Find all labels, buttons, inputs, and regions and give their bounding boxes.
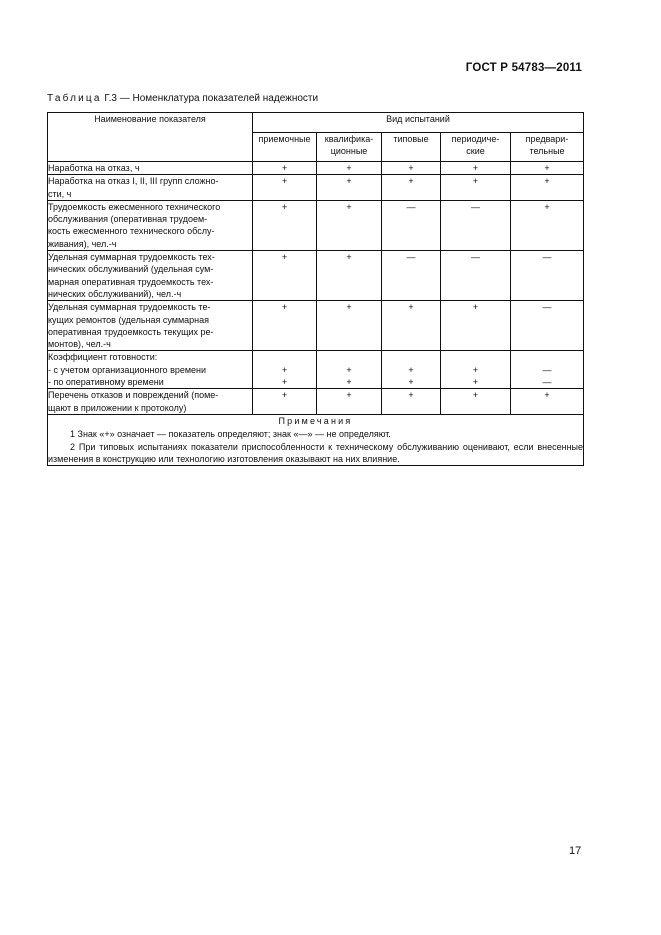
indicator-name-cell: [48, 162, 253, 175]
indicator-name-line: Наработка на отказ I, II, III групп сложно-: [48, 176, 219, 187]
column-header-test-type: периодиче- ские: [441, 133, 511, 162]
indicator-name-line: оперативная трудоемкость текущих ре-: [48, 326, 214, 337]
applicability-mark-cell: [253, 200, 317, 250]
notes-block: [48, 414, 584, 465]
applicability-mark-cell: [382, 175, 441, 201]
indicator-name-line: Трудоемкость ежесменного технического: [48, 201, 221, 212]
applicability-mark: +: [544, 390, 550, 401]
applicability-mark: +: [281, 163, 288, 173]
applicability-mark-cell: [441, 175, 511, 201]
applicability-mark-cell: [382, 200, 441, 250]
indicator-name-line: - по оперативному времени: [48, 377, 164, 388]
applicability-mark-cell: [317, 389, 382, 415]
indicator-name-line: Удельная суммарная трудоемкость те-: [48, 302, 211, 313]
applicability-mark: +: [472, 176, 479, 187]
indicator-name-line: нических обслуживаний (удельная сум-: [48, 264, 214, 275]
table-row: [48, 251, 584, 301]
applicability-mark-cell: [511, 351, 584, 389]
applicability-mark: —: [471, 201, 480, 212]
applicability-mark: +: [472, 377, 479, 388]
applicability-mark-cell: [511, 162, 584, 175]
column-header-test-type: типовые: [382, 133, 441, 162]
table-row: [48, 301, 584, 351]
indicator-name-line: нических обслуживаний), чел.-ч: [48, 288, 182, 299]
caption-word: Таблица: [47, 93, 102, 104]
indicator-name-line: кость ежесменного технического обслу-: [48, 226, 215, 237]
indicator-name-cell: [48, 301, 253, 351]
applicability-mark-cell: [317, 301, 382, 351]
indicator-name-cell: [48, 389, 253, 415]
indicator-name-line: Удельная суммарная трудоемкость тех-: [48, 252, 215, 263]
applicability-mark-cell: [382, 251, 441, 301]
applicability-mark: +: [281, 377, 288, 388]
applicability-mark: +: [346, 377, 352, 388]
applicability-mark-cell: [317, 200, 382, 250]
column-header-test-type: приемочные: [253, 133, 317, 162]
indicator-name-line: марная оперативная трудоемкость тех-: [48, 276, 214, 287]
applicability-mark-cell: [511, 251, 584, 301]
applicability-mark: —: [471, 252, 480, 263]
applicability-mark: +: [346, 252, 352, 263]
note-2: 2 При типовых испытаниях показатели приспособленности к техническому обслуживанию оценивают, если внесенные изменения в конструкцию или технологию изготовления оказывают на них влияние.: [48, 441, 584, 464]
applicability-mark-cell: [441, 389, 511, 415]
column-group-header-test-type: Вид испытаний: [253, 113, 584, 133]
note-1: 1 Знак «+» означает — показатель определяют; знак «—» — не определяют.: [70, 429, 391, 440]
indicator-name-line: Коэффициент готовности:: [48, 352, 158, 363]
applicability-mark-cell: [511, 175, 584, 201]
applicability-mark: [511, 351, 583, 363]
applicability-mark-cell: [511, 200, 584, 250]
applicability-mark: +: [281, 252, 288, 263]
applicability-mark-cell: [382, 389, 441, 415]
applicability-mark-cell: [382, 301, 441, 351]
indicator-name-line: кущих ремонтов (удельная суммарная: [48, 314, 210, 325]
indicator-name-line: - с учетом организационного времени: [48, 364, 207, 375]
applicability-mark: +: [408, 390, 414, 401]
applicability-mark: +: [408, 176, 414, 187]
table-row: [48, 175, 584, 201]
applicability-mark-cell: [253, 301, 317, 351]
applicability-mark: +: [472, 364, 479, 375]
applicability-mark: —: [406, 252, 416, 263]
applicability-mark: +: [346, 364, 352, 375]
table-row: [48, 200, 584, 250]
indicator-name-line: сти, ч: [48, 188, 72, 199]
column-header-indicator-name: Наименование показателя: [48, 113, 253, 162]
applicability-mark-cell: [317, 162, 382, 175]
applicability-mark-cell: [382, 351, 441, 389]
reliability-indicators-table: [47, 112, 584, 466]
applicability-mark: +: [281, 390, 288, 401]
applicability-mark-cell: [317, 351, 382, 389]
indicator-name-cell: [48, 251, 253, 301]
applicability-mark: +: [346, 176, 352, 187]
applicability-mark: +: [408, 302, 414, 313]
applicability-mark: +: [408, 163, 414, 173]
applicability-mark-cell: [253, 351, 317, 389]
applicability-mark: —: [542, 377, 552, 388]
indicator-name-cell: [48, 351, 253, 389]
applicability-mark-cell: [253, 251, 317, 301]
applicability-mark-cell: [317, 175, 382, 201]
applicability-mark: [253, 351, 316, 363]
applicability-mark: +: [281, 176, 288, 187]
applicability-mark: +: [472, 163, 479, 173]
indicator-name-line: монтов), чел.-ч: [48, 339, 111, 350]
table-row: [48, 162, 584, 175]
indicator-name-line: Наработка на отказ, ч: [48, 163, 140, 173]
notes-title: Примечания: [278, 415, 353, 426]
applicability-mark-cell: [441, 162, 511, 175]
indicator-name-line: щают в приложении к протоколу): [48, 402, 187, 413]
applicability-mark: [382, 351, 440, 363]
table-caption: [47, 93, 318, 104]
applicability-mark: +: [346, 390, 352, 401]
applicability-mark: +: [281, 302, 288, 313]
applicability-mark: [317, 351, 381, 363]
applicability-mark: +: [346, 201, 352, 212]
applicability-mark-cell: [382, 162, 441, 175]
indicator-name-line: живания), чел.-ч: [48, 238, 117, 249]
applicability-mark-cell: [253, 162, 317, 175]
applicability-mark: +: [346, 302, 352, 313]
applicability-mark: +: [281, 364, 288, 375]
applicability-mark-cell: [253, 175, 317, 201]
applicability-mark: +: [544, 176, 550, 187]
applicability-mark: [441, 351, 510, 363]
applicability-mark: +: [472, 302, 479, 313]
page-number: 17: [569, 845, 582, 857]
applicability-mark: —: [542, 252, 552, 263]
table-row: [48, 389, 584, 415]
column-header-test-type: квалифика- ционные: [317, 133, 382, 162]
applicability-mark-cell: [511, 301, 584, 351]
indicator-name-cell: [48, 175, 253, 201]
table-row: [48, 351, 584, 389]
applicability-mark: —: [542, 364, 552, 375]
applicability-mark: +: [472, 390, 479, 401]
applicability-mark: +: [281, 201, 288, 212]
applicability-mark-cell: [253, 389, 317, 415]
applicability-mark-cell: [441, 251, 511, 301]
applicability-mark: +: [408, 364, 414, 375]
indicator-name-line: Перечень отказов и повреждений (поме-: [48, 390, 219, 401]
applicability-mark-cell: [317, 251, 382, 301]
applicability-mark: +: [408, 377, 414, 388]
applicability-mark: —: [406, 201, 416, 212]
applicability-mark-cell: [511, 389, 584, 415]
caption-text: Г.3 — Номенклатура показателей надежности: [101, 93, 319, 104]
indicator-name-line: обслуживания (оперативная трудоем-: [48, 214, 208, 225]
applicability-mark: +: [544, 201, 550, 212]
indicator-name-cell: [48, 200, 253, 250]
applicability-mark: —: [542, 302, 552, 313]
applicability-mark-cell: [441, 351, 511, 389]
applicability-mark-cell: [441, 301, 511, 351]
column-header-test-type: предвари- тельные: [511, 133, 584, 162]
applicability-mark: +: [346, 163, 352, 173]
standard-number: ГОСТ Р 54783—2011: [465, 62, 582, 74]
applicability-mark: +: [544, 163, 550, 173]
applicability-mark-cell: [441, 200, 511, 250]
